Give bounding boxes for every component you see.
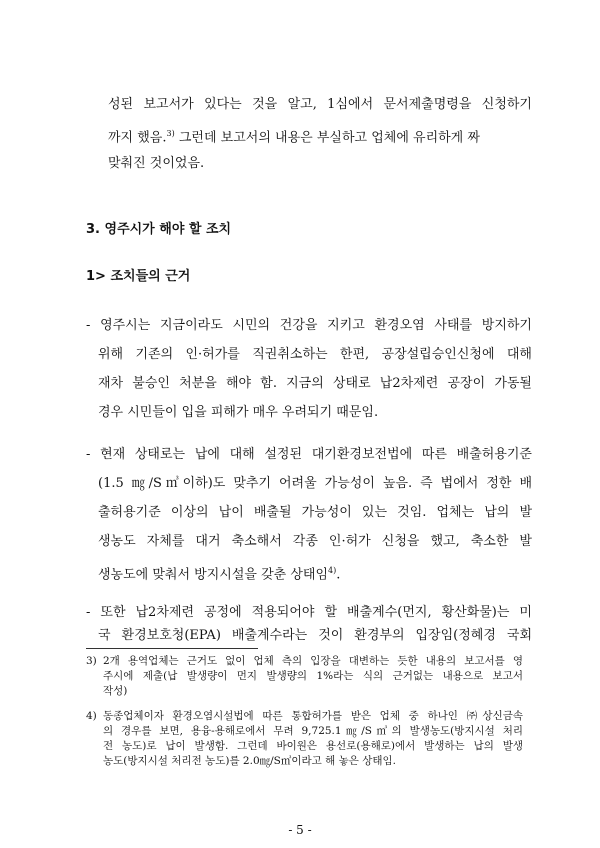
- footnote-3-number: 3): [86, 655, 97, 667]
- footnote-4-line-4: 농도(방지시설 처리전 농도)를 2.0㎎/S㎥이라고 해 놓은 상태임.: [103, 755, 396, 767]
- intro-line-2: [108, 126, 480, 146]
- section-heading: 3. 영주시가 해야 할 조치: [86, 222, 232, 237]
- bullet3-line-2: 국 환경보호청(EPA) 배출계수라는 것이 환경부의 입장임(정혜경 국회: [98, 628, 532, 643]
- intro-line-1: 성된 보고서가 있다는 것을 알고, 1심에서 문서제출명령을 신청하기: [108, 97, 532, 112]
- intro-line-3: 맞춰진 것이었음.: [108, 156, 205, 171]
- footnote-separator: [86, 648, 258, 649]
- bullet1-line-1: - 영주시는 지금이라도 시민의 건강을 지키고 환경오염 사태를 방지하기: [86, 318, 532, 333]
- bullet2-line-3: 출허용기준 이상의 납이 배출될 가능성이 있는 것임. 업체는 납의 발: [98, 505, 532, 520]
- bullet2-line-4: 생농도 자체를 대거 축소해서 각종 인·허가 신청을 했고, 축소한 발: [98, 534, 532, 549]
- footnote-4-line-1: 동종업체이자 환경오염시설법에 따른 통합허가를 받은 업체 중 하나인 ㈜상신금속: [103, 710, 523, 722]
- intro-line-2-text: 까지 했음.: [108, 130, 167, 146]
- footnote-4-line-2: 의 경우를 보면, 용융-용해로에서 무려 9,725.1㎎/S㎥의 발생농도(방지시설 처리: [103, 725, 523, 737]
- footnote-3-line-2: 주시에 제출(납 발생량이 먼지 발생량의 1%라는 식의 근거없는 내용으로 보고서: [103, 670, 523, 682]
- intro-line-2-tail: 그런데 보고서의 내용은 부실하고 업체에 유리하게 짜: [178, 130, 480, 146]
- page-number: - 5 -: [288, 823, 312, 837]
- bullet2-line-1: - 현재 상태로는 납에 대해 설정된 대기환경보전법에 따른 배출허용기준: [86, 447, 532, 462]
- subsection-heading: 1> 조치들의 근거: [86, 269, 191, 284]
- bullet2-line-2: (1.5 ㎎/S㎥이하)도 맞추기 어려울 가능성이 높음. 즉 법에서 정한 배: [98, 476, 532, 491]
- footnote-4-line-3: 전 농도)로 납이 발생함. 그런데 바이원은 용선로(용해로)에서 발생하는 납의 발생: [103, 740, 523, 752]
- bullet2-line-5-text: 생농도에 맞춰서 방지시설을 갖춘 상태임: [98, 567, 329, 583]
- bullet1-line-4: 경우 시민들이 입을 피해가 매우 우려되기 때문임.: [98, 405, 379, 420]
- footnote-ref-4: 4): [328, 566, 337, 575]
- bullet1-line-3: 재차 불승인 처분을 해야 함. 지금의 상태로 납2차제련 공장이 가동될: [98, 376, 532, 391]
- footnote-ref-3: 3): [166, 129, 175, 138]
- footnote-3-line-3: 작성): [103, 685, 128, 697]
- bullet3-line-1: - 또한 납2차제련 공정에 적용되어야 할 배출계수(먼지, 황산화물)는 미: [86, 605, 532, 620]
- footnote-3-line-1: 2개 용역업체는 근거도 없이 업체 측의 입장을 대변하는 듯한 내용의 보고서를 영: [103, 655, 523, 667]
- bullet2-line-5: [98, 563, 340, 583]
- footnote-4-number: 4): [86, 710, 97, 722]
- bullet2-line-5-end: .: [336, 567, 341, 583]
- bullet1-line-2: 위해 기존의 인·허가를 직권취소하는 한편, 공장설립승인신청에 대해: [98, 347, 532, 362]
